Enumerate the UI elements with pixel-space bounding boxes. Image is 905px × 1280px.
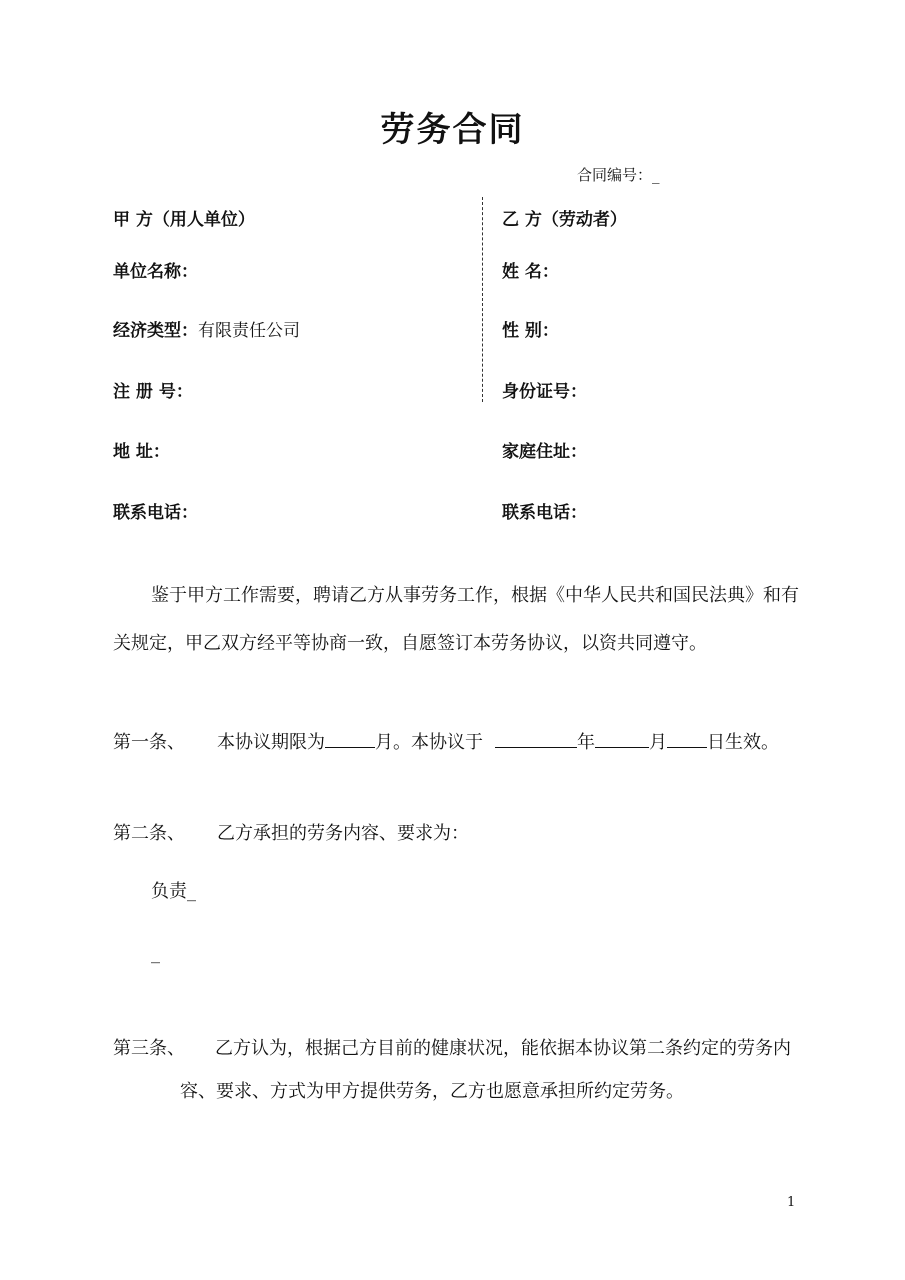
article-2	[113, 825, 469, 843]
econ-type-value: 有限责任公司	[198, 321, 300, 341]
article-3	[113, 1040, 791, 1058]
day-blank[interactable]	[667, 731, 707, 748]
party-a-unit-name: 单位名称：	[113, 262, 198, 282]
article-3-line-1: 乙方认为，根据己方目前的健康状况，能依据本协议第二条约定的劳务内	[215, 1038, 791, 1059]
intro-line-2: 关规定，甲乙双方经平等协商一致，自愿签订本劳务协议，以资共同遵守。	[113, 633, 707, 654]
article-2-number: 第二条、	[113, 823, 185, 844]
article-1-text-a: 本协议期限为	[217, 732, 325, 753]
article-2-duty-line: 负责_	[151, 881, 196, 902]
article-1	[113, 731, 779, 752]
party-b-gender: 性 别：	[502, 321, 559, 341]
party-a-address: 地 址：	[113, 442, 170, 462]
month-blank[interactable]	[595, 731, 649, 748]
months-blank[interactable]	[325, 731, 375, 748]
year-blank[interactable]	[495, 731, 577, 748]
party-b-id-number: 身份证号：	[502, 382, 587, 402]
article-2-text: 乙方承担的劳务内容、要求为：	[217, 823, 469, 844]
article-3-number: 第三条、	[113, 1038, 185, 1059]
article-1-effective: 日生效。	[707, 732, 779, 753]
article-2-blank-line: _	[151, 943, 160, 964]
column-divider	[482, 197, 483, 402]
article-3-line-2: 容、要求、方式为甲方提供劳务，乙方也愿意承担所约定劳务。	[180, 1081, 684, 1102]
party-a-heading: 甲 方（用人单位）	[113, 210, 255, 230]
intro-line-1: 鉴于甲方工作需要，聘请乙方从事劳务工作，根据《中华人民共和国民法典》和有	[151, 585, 799, 606]
party-a-econ-type	[113, 316, 300, 341]
article-1-number: 第一条、	[113, 732, 185, 753]
party-b-heading: 乙 方（劳动者）	[502, 210, 627, 230]
contract-number: 合同编号：_	[577, 166, 660, 184]
article-1-text-b: 月。本协议于	[375, 732, 483, 753]
page-number: 1	[787, 1195, 796, 1210]
party-b-name: 姓 名：	[502, 262, 559, 282]
party-a-phone: 联系电话：	[113, 503, 198, 523]
econ-type-label: 经济类型：	[113, 321, 198, 341]
article-1-month: 月	[649, 732, 667, 753]
document-title: 劳务合同	[380, 110, 525, 150]
party-a-reg-no: 注 册 号：	[113, 382, 193, 402]
article-1-year: 年	[577, 732, 595, 753]
party-b-phone: 联系电话：	[502, 503, 587, 523]
party-b-home-address: 家庭住址：	[502, 442, 587, 462]
